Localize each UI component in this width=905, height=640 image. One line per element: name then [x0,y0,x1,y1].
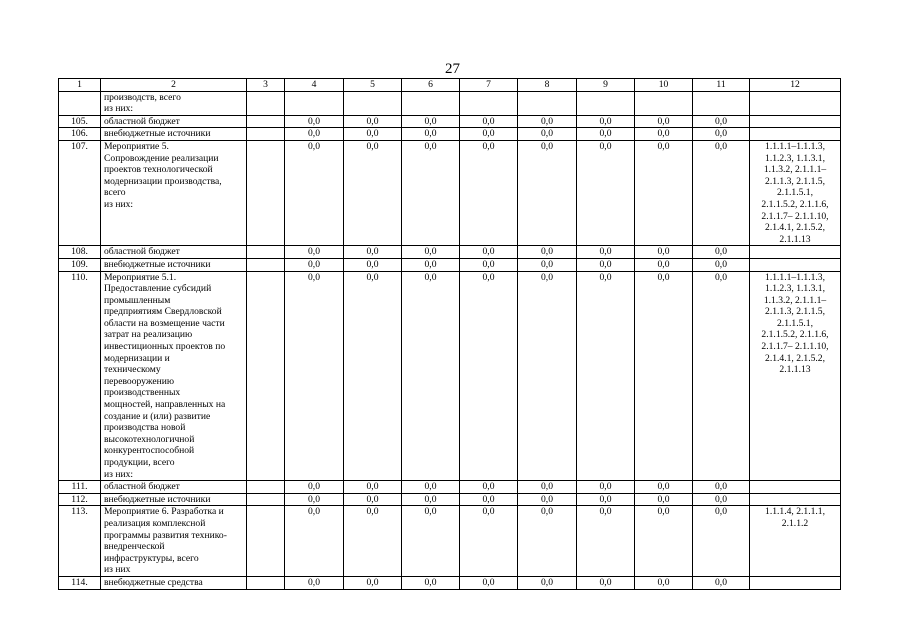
row-name: Мероприятие 6. Разработка и реализация комплексной программы развития технико- внедренческой инфраструктуры, всего из них [101,506,247,577]
row-value: 0,0 [693,481,750,494]
row-value: 0,0 [577,258,635,271]
row-value: 0,0 [402,576,460,589]
row-number: 112. [59,493,101,506]
row-value [518,91,577,115]
row-value: 0,0 [635,506,693,577]
row-value [577,91,635,115]
row-value: 0,0 [518,246,577,259]
row-value: 0,0 [693,258,750,271]
row-value: 0,0 [635,481,693,494]
row-value: 0,0 [344,506,402,577]
table-row [59,128,841,141]
row-value: 0,0 [285,493,344,506]
row-value: 0,0 [635,493,693,506]
row-value: 0,0 [402,140,460,245]
row-number: 106. [59,128,101,141]
row-value: 0,0 [635,576,693,589]
row-name: внебюджетные источники [101,258,247,271]
column-number: 3 [247,79,285,92]
row-value: 0,0 [577,140,635,245]
column-number: 9 [577,79,635,92]
table-body [59,79,841,590]
column-number: 11 [693,79,750,92]
row-value: 0,0 [344,481,402,494]
row-number: 105. [59,115,101,128]
row-value: 0,0 [285,481,344,494]
row-value: 0,0 [693,140,750,245]
row-value [693,91,750,115]
row-value: 0,0 [518,493,577,506]
row-value: 0,0 [693,246,750,259]
row-col3 [247,493,285,506]
row-value [285,91,344,115]
row-targets: 1.1.1.1–1.1.1.3, 1.1.2.3, 1.1.3.1, 1.1.3.2, 2.1.1.1– 2.1.1.3, 2.1.1.5, 2.1.1.5.1, 2.1.1.5.2, 2.1.1.6, 2.1.1.7– 2.1.1.10, 2.1.4.1, 2.1.5.2, 2.1.1.13 [750,140,841,245]
row-value: 0,0 [344,140,402,245]
row-value: 0,0 [460,115,518,128]
table-row [59,246,841,259]
row-value: 0,0 [460,481,518,494]
row-targets [750,493,841,506]
row-col3 [247,128,285,141]
row-name: областной бюджет [101,115,247,128]
row-value: 0,0 [635,140,693,245]
row-value: 0,0 [344,493,402,506]
row-number: 111. [59,481,101,494]
row-number: 114. [59,576,101,589]
row-value [344,91,402,115]
row-value: 0,0 [460,506,518,577]
row-value: 0,0 [285,246,344,259]
row-name: Мероприятие 5.1. Предоставление субсидий промышленным предприятиям Свердловской области на возмещение части затрат на реализацию инвестиционных проектов по модернизации и техническому перевооружению производственных мощностей, направленных на создание и (или) развитие производства новой высокотехнологичной конкурентоспособной продукции, всего из них: [101,271,247,481]
row-col3 [247,271,285,481]
row-value: 0,0 [577,271,635,481]
row-value: 0,0 [344,271,402,481]
row-col3 [247,246,285,259]
row-name: внебюджетные источники [101,128,247,141]
row-col3 [247,481,285,494]
row-value: 0,0 [635,246,693,259]
row-value: 0,0 [577,246,635,259]
row-targets [750,576,841,589]
row-number [59,91,101,115]
row-targets: 1.1.1.4, 2.1.1.1, 2.1.1.2 [750,506,841,577]
row-value: 0,0 [460,140,518,245]
row-value: 0,0 [518,481,577,494]
row-targets [750,91,841,115]
row-value: 0,0 [344,115,402,128]
table-row [59,576,841,589]
row-value: 0,0 [402,115,460,128]
row-value: 0,0 [285,506,344,577]
row-number: 110. [59,271,101,481]
row-value: 0,0 [518,115,577,128]
row-value: 0,0 [577,576,635,589]
row-value: 0,0 [460,576,518,589]
column-number: 6 [402,79,460,92]
column-number: 10 [635,79,693,92]
row-value: 0,0 [577,128,635,141]
row-targets [750,258,841,271]
row-value: 0,0 [518,576,577,589]
row-value: 0,0 [460,493,518,506]
row-value: 0,0 [460,128,518,141]
row-value: 0,0 [518,506,577,577]
row-value: 0,0 [285,271,344,481]
column-number: 7 [460,79,518,92]
row-targets [750,128,841,141]
row-col3 [247,506,285,577]
row-value: 0,0 [344,576,402,589]
row-number: 113. [59,506,101,577]
row-value: 0,0 [460,246,518,259]
row-value: 0,0 [577,481,635,494]
row-name: производств, всего из них: [101,91,247,115]
column-number: 1 [59,79,101,92]
row-value: 0,0 [285,258,344,271]
row-value: 0,0 [402,128,460,141]
row-targets [750,115,841,128]
row-value: 0,0 [402,493,460,506]
row-value: 0,0 [402,246,460,259]
row-value [402,91,460,115]
row-value: 0,0 [577,506,635,577]
row-value: 0,0 [285,115,344,128]
row-value: 0,0 [635,128,693,141]
row-number: 107. [59,140,101,245]
table-row [59,91,841,115]
row-value: 0,0 [344,258,402,271]
row-value: 0,0 [402,506,460,577]
row-name: областной бюджет [101,481,247,494]
program-table [58,78,841,590]
row-targets [750,246,841,259]
row-value: 0,0 [635,271,693,481]
table-row [59,271,841,481]
column-number: 8 [518,79,577,92]
column-number-row [59,79,841,92]
row-col3 [247,576,285,589]
table-row [59,140,841,245]
column-number: 2 [101,79,247,92]
row-targets [750,481,841,494]
row-value: 0,0 [693,128,750,141]
row-value: 0,0 [518,128,577,141]
row-name: внебюджетные средства [101,576,247,589]
page-number: 27 [445,61,460,77]
row-value: 0,0 [518,258,577,271]
row-value: 0,0 [460,258,518,271]
row-value: 0,0 [577,115,635,128]
row-value: 0,0 [693,271,750,481]
row-name: внебюджетные источники [101,493,247,506]
row-col3 [247,140,285,245]
row-value: 0,0 [693,115,750,128]
column-number: 4 [285,79,344,92]
table-row [59,258,841,271]
row-value: 0,0 [344,246,402,259]
row-value: 0,0 [460,271,518,481]
row-value: 0,0 [693,506,750,577]
row-col3 [247,91,285,115]
row-value: 0,0 [402,258,460,271]
table-row [59,115,841,128]
row-number: 108. [59,246,101,259]
row-value: 0,0 [402,481,460,494]
table-row [59,481,841,494]
row-value: 0,0 [518,271,577,481]
row-value: 0,0 [635,115,693,128]
row-value: 0,0 [577,493,635,506]
row-value [635,91,693,115]
row-value: 0,0 [693,493,750,506]
row-number: 109. [59,258,101,271]
column-number: 5 [344,79,402,92]
row-name: областной бюджет [101,246,247,259]
row-value: 0,0 [693,576,750,589]
row-value: 0,0 [344,128,402,141]
row-col3 [247,115,285,128]
row-value [460,91,518,115]
table-row [59,493,841,506]
row-col3 [247,258,285,271]
row-value: 0,0 [518,140,577,245]
row-value: 0,0 [285,140,344,245]
row-targets: 1.1.1.1–1.1.1.3, 1.1.2.3, 1.1.3.1, 1.1.3.2, 2.1.1.1– 2.1.1.3, 2.1.1.5, 2.1.1.5.1, 2.1.1.5.2, 2.1.1.6, 2.1.1.7– 2.1.1.10, 2.1.4.1, 2.1.5.2, 2.1.1.13 [750,271,841,481]
table-row [59,506,841,577]
row-value: 0,0 [402,271,460,481]
column-number: 12 [750,79,841,92]
row-name: Мероприятие 5. Сопровождение реализации проектов технологической модернизации производства, всего из них: [101,140,247,245]
row-value: 0,0 [285,576,344,589]
row-value: 0,0 [635,258,693,271]
row-value: 0,0 [285,128,344,141]
